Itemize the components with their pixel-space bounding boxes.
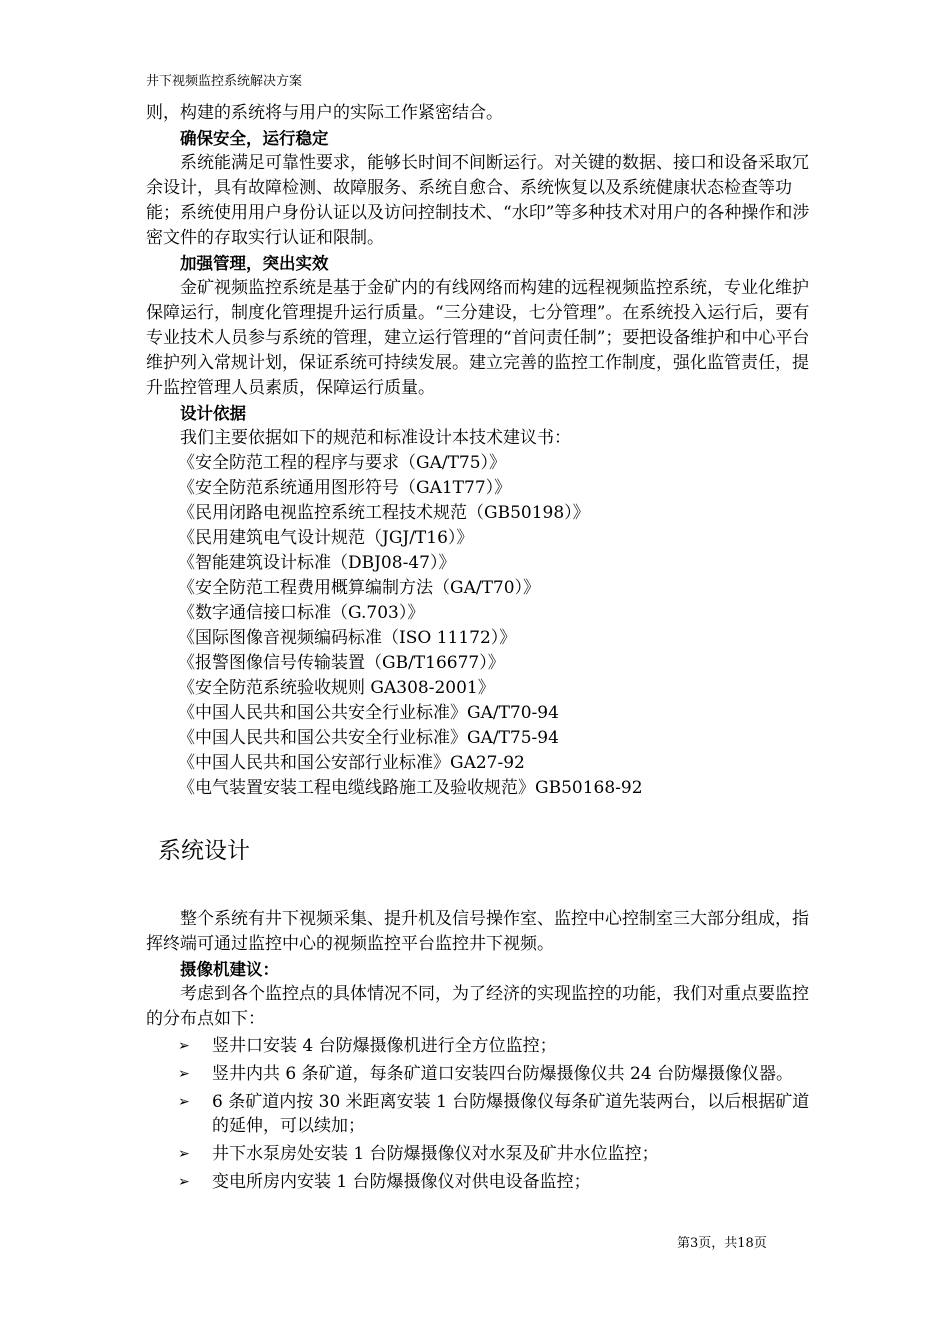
list-item-text: 6 条矿道内按 30 米距离安装 1 台防爆摄像仪每条矿道先装两台，以后根据矿道的延伸，可以续加； [212,1092,810,1136]
standard-item: 《智能建筑设计标准（DBJ08-47）》 [178,553,456,573]
list-item [146,1062,818,1086]
standard-item: 《中国人民共和国公安部行业标准》GA27-92 [178,753,525,773]
section-heading: 系统设计 [158,838,250,864]
camera-placement-list [146,1034,818,1198]
list-item [146,1090,818,1138]
basis-heading: 设计依据 [180,404,246,423]
carry-over-paragraph: 则，构建的系统将与用户的实际工作紧密结合。 [146,103,503,123]
page-number: 第3页，共18页 [677,1236,767,1251]
standard-item: 《民用闭路电视监控系统工程技术规范（GB50198）》 [178,503,590,523]
camera-paragraph: 考虑到各个监控点的具体情况不同，为了经济的实现监控的功能，我们对重点要监控的分布点如下： [146,984,809,1029]
management-heading: 加强管理，突出实效 [180,254,329,273]
list-item [146,1170,818,1194]
standard-item: 《安全防范工程费用概算编制方法（GA/T70）》 [178,578,541,598]
design-block [146,907,818,1032]
standards-list [146,451,818,801]
intro-block [146,101,818,801]
list-item-text: 变电所房内安装 1 台防爆摄像仪对供电设备监控； [212,1172,591,1192]
management-paragraph: 金矿视频监控系统是基于金矿内的有线网络而构建的远程视频监控系统，专业化维护保障运行，制度化管理提升运行质量。“三分建设，七分管理”。在系统投入运行后，要有专业技术人员参与系统的管理，建立运行管理的“首问责任制”；要把设备维护和中心平台维护列入常规计划，保证系统可持续发展。建立完善的监控工作制度，强化监管责任，提升监控管理人员素质，保障运行质量。 [146,278,810,398]
standard-item: 《中国人民共和国公共安全行业标准》GA/T75-94 [178,728,559,748]
overview-paragraph: 整个系统有井下视频采集、提升机及信号操作室、监控中心控制室三大部分组成，指挥终端可通过监控中心的视频监控平台监控井下视频。 [146,909,809,954]
basis-paragraph: 我们主要依据如下的规范和标准设计本技术建议书： [180,428,571,448]
standard-item: 《安全防范系统验收规则 GA308-2001》 [178,678,495,698]
safety-heading: 确保安全，运行稳定 [180,129,329,148]
list-item [146,1034,818,1058]
standard-item: 《电气装置安装工程电缆线路施工及验收规范》GB50168-92 [178,778,643,798]
standard-item: 《报警图像信号传输装置（GB/T16677）》 [178,653,505,673]
standard-item: 《数字通信接口标准（G.703）》 [178,603,425,623]
list-item-text: 竖井内共 6 条矿道，每条矿道口安装四台防爆摄像仪共 24 台防爆摄像仪器。 [212,1064,794,1084]
camera-heading: 摄像机建议： [180,960,279,979]
list-item-text: 井下水泵房处安装 1 台防爆摄像仪对水泵及矿井水位监控； [212,1144,659,1164]
arrow-bullet-icon: ➢ [178,1066,190,1082]
standard-item: 《民用建筑电气设计规范（JGJ/T16）》 [178,528,474,548]
arrow-bullet-icon: ➢ [178,1094,190,1110]
standard-item: 《安全防范系统通用图形符号（GA1T77）》 [178,478,512,498]
arrow-bullet-icon: ➢ [178,1174,190,1190]
safety-paragraph: 系统能满足可靠性要求，能够长时间不间断运行。对关键的数据、接口和设备采取冗余设计，具有故障检测、故障服务、系统自愈合、系统恢复以及系统健康状态检查等功能；系统使用用户身份认证以及访问控制技术、“水印”等多种技术对用户的各种操作和涉密文件的存取实行认证和限制。 [146,153,810,248]
running-header: 井下视频监控系统解决方案 [146,74,303,89]
list-item [146,1142,818,1166]
list-item-text: 竖井口安装 4 台防爆摄像机进行全方位监控； [212,1036,557,1056]
arrow-bullet-icon: ➢ [178,1146,190,1162]
standard-item: 《国际图像音视频编码标准（ISO 11172）》 [178,628,517,648]
standard-item: 《中国人民共和国公共安全行业标准》GA/T70-94 [178,703,559,723]
arrow-bullet-icon: ➢ [178,1038,190,1054]
standard-item: 《安全防范工程的程序与要求（GA/T75）》 [178,453,507,473]
